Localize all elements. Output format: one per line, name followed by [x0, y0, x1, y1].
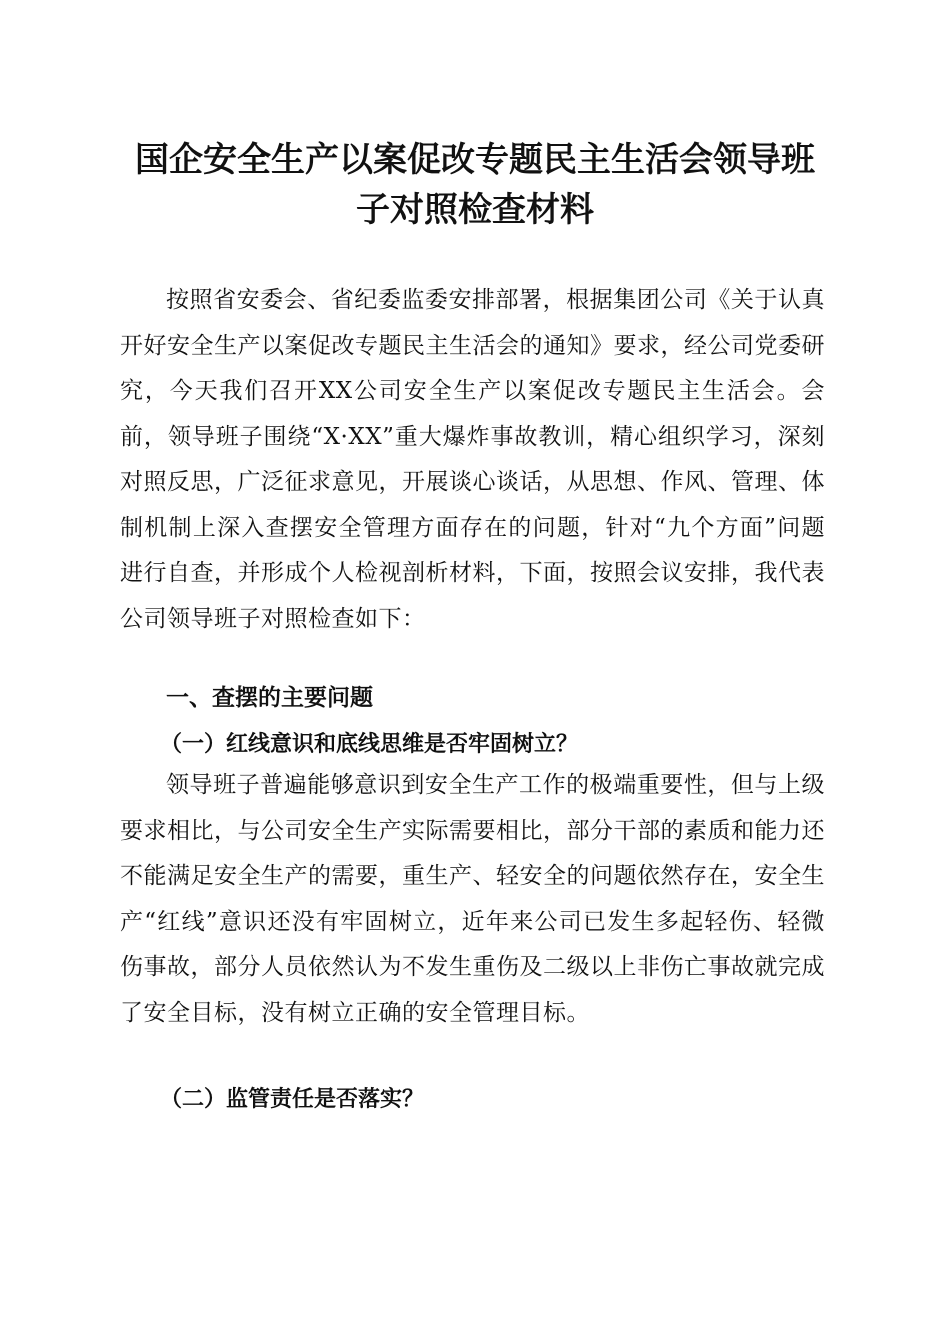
section-heading-main-problems: 一、查摆的主要问题 — [166, 685, 373, 711]
intro-paragraph: 按照省安委会、省纪委监委安排部署，根据集团公司《关于认真开好安全生产以案促改专题民主生活会的通知》要求，经公司党委研究，今天我们召开XX公司安全生产以案促改专题民主生活会。会前，领导班子围绕“X·XX”重大爆炸事故教训，精心组织学习，深刻对照反思，广泛征求意见，开展谈心谈话，从思想、作风、管理、体制机制上深入查摆安全管理方面存在的问题，针对“九个方面”问题进行自查，并形成个人检视剖析材料，下面，按照会议安排，我代表公司领导班子对照检查如下： — [120, 287, 825, 632]
subsection-heading-supervision: （二）监管责任是否落实？ — [160, 1087, 425, 1112]
document-title-line-2: 子对照检查材料 — [356, 190, 594, 230]
subsection-paragraph-redline: 领导班子普遍能够意识到安全生产工作的极端重要性，但与上级要求相比，与公司安全生产实际需要相比，部分干部的素质和能力还不能满足安全生产的需要，重生产、轻安全的问题依然存在，安全生产“红线”意识还没有牢固树立，近年来公司已发生多起轻伤、轻微伤事故，部分人员依然认为不发生重伤及二级以上非伤亡事故就完成了安全目标，没有树立正确的安全管理目标。 — [120, 772, 825, 1026]
subsection-heading-redline: （一）红线意识和底线思维是否牢固树立？ — [160, 732, 579, 757]
document-title-line-1: 国企安全生产以案促改专题民主生活会领导班 — [135, 140, 815, 180]
